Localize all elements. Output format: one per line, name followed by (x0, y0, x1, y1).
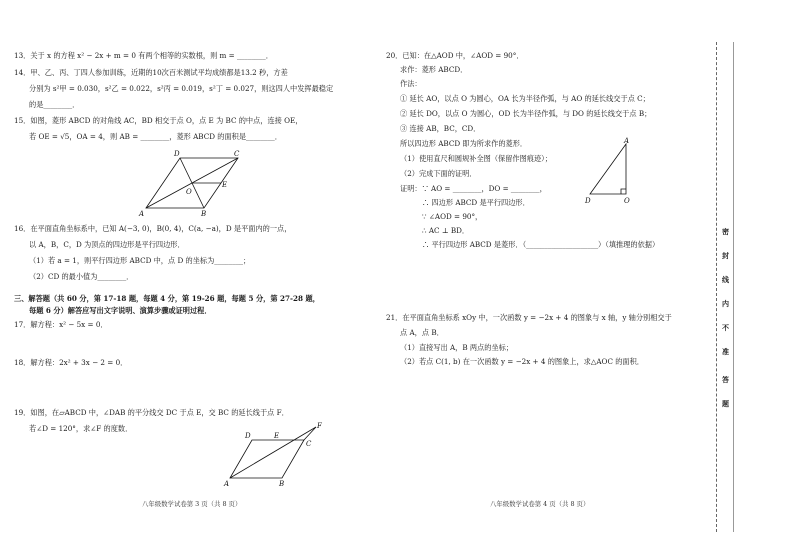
seal-char-2: 封 (722, 251, 729, 260)
binding-margin-line (733, 42, 735, 532)
fig19-label-C: C (306, 440, 312, 448)
question-15-line1: 15．如图，菱形 ABCD 的对角线 AC，BD 相交于点 O，点 E 为 BC 的中点，连接 OE， (14, 116, 303, 125)
binding-margin-dashed (716, 42, 718, 532)
triangle-aod-figure (578, 136, 638, 208)
seal-char-4: 内 (722, 299, 729, 308)
proof-line2: ∴ 四边形 ABCD 是平行四边形． (422, 198, 530, 207)
question-21-line2: 点 A，点 B． (400, 328, 444, 337)
rhombus-figure (138, 148, 248, 220)
question-14-line3: 的是________． (29, 100, 80, 109)
seal-char-3: 线 (722, 275, 729, 284)
question-20-step1: ① 延长 AO，以点 O 为圆心，OA 长为半径作弧，与 AO 的延长线交于点 C； (400, 94, 650, 103)
fig19-label-E: E (274, 432, 280, 440)
seal-char-1: 密 (722, 227, 729, 236)
fig15-label-C: C (234, 150, 240, 158)
question-18: 18．解方程：2x² + 3x − 2 = 0． (14, 358, 128, 367)
question-20-part2: （2）完成下面的证明． (400, 169, 477, 178)
question-21-part1: （1）直接写出 A，B 两点的坐标； (400, 343, 514, 352)
fig15-label-O: O (186, 188, 192, 196)
seal-char-8: 题 (722, 399, 729, 408)
question-20-step2: ② 延长 DO，以点 O 为圆心，OD 长为半径作弧，与 DO 的延长线交于点 B； (400, 109, 652, 118)
question-20-line2: 求作：菱形 ABCD． (400, 65, 468, 74)
question-16-line2: 以 A，B，C，D 为顶点的四边形是平行四边形． (29, 240, 185, 249)
question-21-part2: （2）若点 C(1, b) 在一次函数 y = −2x + 4 的图象上，求△AOC 的面积． (400, 357, 644, 366)
question-15-line2: 若 OE = √5，OA = 4，则 AB = ________，菱形 ABCD 的面积是________． (29, 132, 282, 141)
fig19-label-D: D (245, 432, 251, 440)
fig19-label-F: F (317, 422, 322, 430)
left-column (0, 0, 380, 549)
section-3-heading-line2: 每题 6 分）解答应写出文字说明、演算步骤或证明过程． (29, 306, 212, 315)
question-20-conclusion: 所以四边形 ABCD 即为所求作的菱形． (400, 139, 528, 148)
question-14-line1: 14．甲、乙、丙、丁四人参加训练，近期的10次百米测试平均成绩都是13.2 秒，方差 (14, 68, 288, 77)
question-19-line2: 若∠D = 120°，求∠F 的度数． (29, 424, 133, 433)
left-page-footer: 八年级数学试卷第 3 页（共 8 页） (142, 500, 242, 508)
question-16-line1: 16．在平面直角坐标系中，已知 A(−3, 0)，B(0, 4)，C(a, −a)，D 是平面内的一点， (14, 224, 292, 233)
section-3-heading: 三、解答题（共 60 分，第 17-18 题，每题 4 分，第 19-26 题，每题 5 分，第 27-28 题， (14, 294, 320, 303)
question-20-step3: ③ 连接 AB，BC，CD． (400, 124, 481, 133)
fig15-label-A: A (139, 210, 145, 218)
fig20-label-O: O (624, 197, 630, 205)
question-16-part2: （2）CD 的最小值为________． (29, 272, 134, 281)
proof-line1: 证明：∵ AO = ________，DO = ________， (400, 184, 547, 193)
right-page-footer: 八年级数学试卷第 4 页（共 8 页） (490, 500, 590, 508)
fig20-label-A: A (624, 137, 630, 145)
right-column (380, 0, 715, 549)
question-20-line1: 20．已知：在△AOD 中，∠AOD = 90°． (386, 51, 524, 60)
question-20-line3: 作法： (400, 79, 422, 88)
question-20-part1: （1）使用直尺和圆规补全图（保留作图痕迹）； (400, 154, 552, 163)
question-16-part1: （1）若 a = 1，则平行四边形 ABCD 中，点 D 的坐标为________； (29, 256, 251, 265)
fig19-label-B: B (279, 480, 285, 488)
fig20-label-D: D (585, 197, 591, 205)
fig15-label-D: D (174, 150, 180, 158)
parallelogram-figure (218, 420, 330, 490)
proof-line4: ∴ AC ⊥ BD． (422, 226, 470, 235)
proof-line5: ∴ 平行四边形 ABCD 是菱形．（____________________）（填推理的依据） (422, 240, 660, 249)
question-14-line2: 分别为 s²甲 = 0.030，s²乙 = 0.022，s²丙 = 0.019，s²丁 = 0.027，则这四人中发挥最稳定 (29, 84, 334, 93)
question-21-line1: 21．在平面直角坐标系 xOy 中，一次函数 y = −2x + 4 的图象与 x 轴，y 轴分别相交于 (386, 313, 672, 322)
fig19-label-A: A (224, 480, 230, 488)
fig15-label-B: B (201, 210, 207, 218)
question-13: 13．关于 x 的方程 x² − 2x + m = 0 有两个相等的实数根，则 m = ________． (14, 51, 273, 60)
seal-char-6: 准 (722, 347, 729, 356)
question-19-line1: 19．如图，在▱ABCD 中，∠DAB 的平分线交 DC 于点 E，交 BC 的延长线于点 F． (14, 408, 289, 417)
proof-line3: ∵ ∠AOD = 90°， (422, 212, 483, 221)
seal-char-5: 不 (722, 323, 729, 332)
question-17: 17．解方程：x² − 5x = 0． (14, 320, 108, 329)
seal-char-7: 答 (722, 375, 729, 384)
fig15-label-E: E (222, 181, 228, 189)
